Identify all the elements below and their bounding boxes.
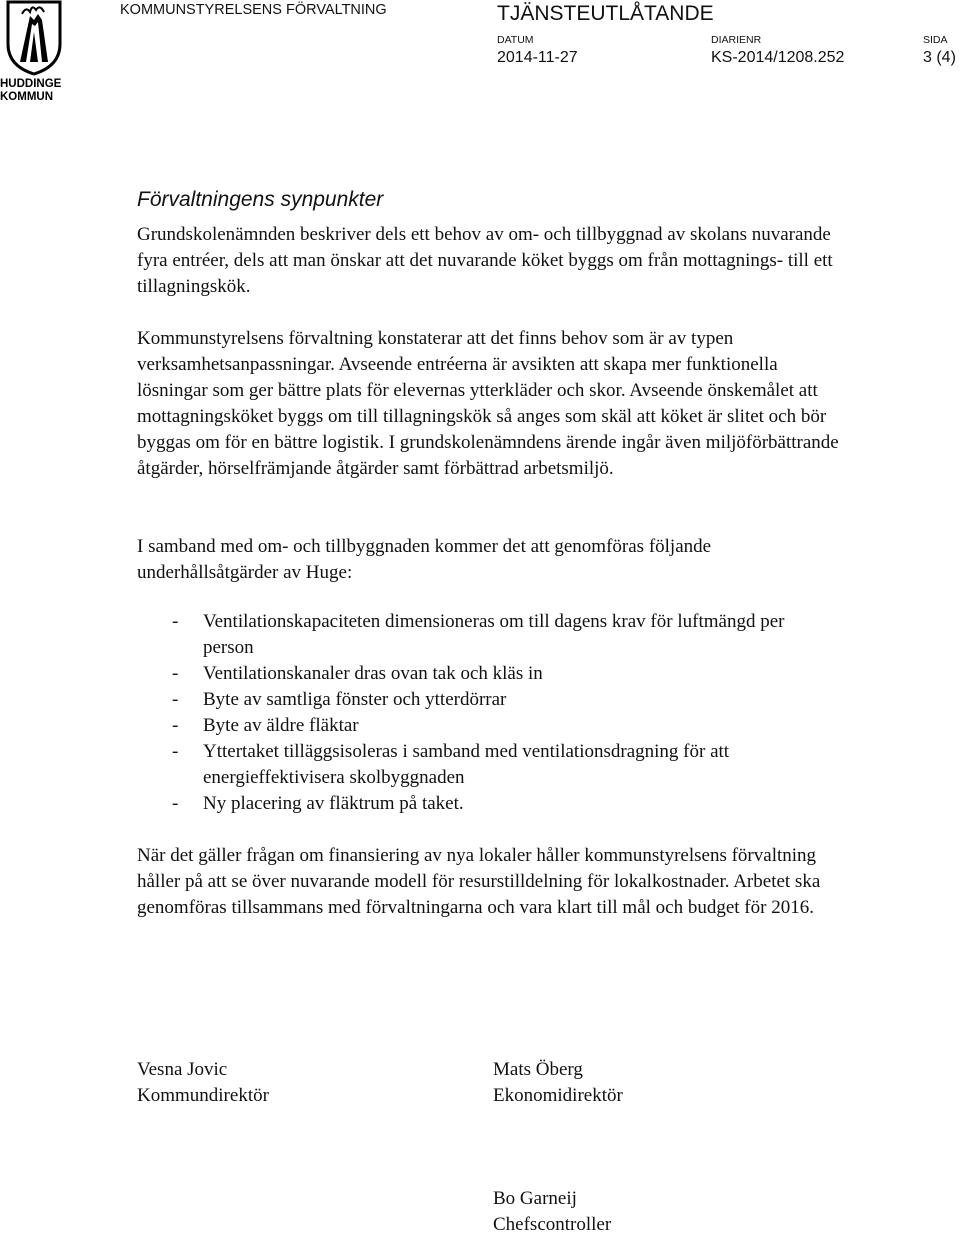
list-dash: - (172, 741, 179, 762)
paragraph-1: Grundskolenämnden beskriver dels ett behov av om- och tillbyggnad av skolans nuvarande fyra entréer, dels att man önskar att det nuvarande köket byggs om från mottagnings- till ett tillagningskök. (137, 224, 833, 297)
signatory-name: Bo Garneij (493, 1188, 577, 1209)
signatory-name: Vesna Jovic (137, 1059, 228, 1080)
coat-of-arms-icon (4, 0, 64, 76)
list-item (137, 609, 837, 661)
list-item (137, 791, 837, 817)
registration-label: DIARIENR (711, 34, 762, 46)
list-item-text: Yttertaket tilläggsisoleras i samband med ventilationsdragning för att energieffektivisera skolbyggnaden (203, 741, 730, 788)
page-label: SIDA (923, 34, 948, 46)
signature-block-1 (137, 1057, 269, 1109)
signature-block-2 (493, 1057, 623, 1109)
list-item-text: Byte av äldre fläktar (203, 715, 359, 736)
logo-line-2: KOMMUN (0, 91, 54, 103)
list-item (137, 687, 837, 713)
list-item (137, 713, 837, 739)
signatory-name: Mats Öberg (493, 1059, 583, 1080)
list-dash: - (172, 611, 179, 632)
list-item-text: Ventilationskapaciteten dimensioneras om till dagens krav för luftmängd per person (203, 611, 785, 658)
paragraph-4: När det gäller frågan om finansiering av nya lokaler håller kommunstyrelsens förvaltning håller på att se över nuvarande modell för resurstilldelning för lokalkostnader. Arbetet ska genomföras tillsammans med förvaltningarna och vara klart till mål och budget för 2016. (137, 845, 821, 918)
list-item-text: Byte av samtliga fönster och ytterdörrar (203, 689, 507, 710)
signatory-title: Chefscontroller (493, 1214, 612, 1235)
list-item-text: Ny placering av fläktrum på taket. (203, 793, 464, 814)
municipality-logo (0, 0, 70, 108)
page-number: 3 (4) (923, 49, 956, 66)
list-item (137, 661, 837, 687)
list-item-text: Ventilationskanaler dras ovan tak och kläs in (203, 663, 543, 684)
signature-block-3 (493, 1186, 611, 1238)
signatory-title: Ekonomidirektör (493, 1085, 623, 1106)
paragraph-3: I samband med om- och tillbyggnaden kommer det att genomföras följande underhållsåtgärder av Huge: (137, 536, 712, 583)
list-dash: - (172, 663, 179, 684)
list-dash: - (172, 715, 179, 736)
list-dash: - (172, 793, 179, 814)
document-type: TJÄNSTEUTLÅTANDE (497, 2, 714, 25)
section-title: Förvaltningens synpunkter (137, 188, 384, 211)
list-dash: - (172, 689, 179, 710)
date-label: DATUM (497, 34, 534, 46)
maintenance-measures-list (137, 609, 837, 817)
organization-name: KOMMUNSTYRELSENS FÖRVALTNING (120, 2, 387, 18)
registration-number: KS-2014/1208.252 (711, 49, 845, 66)
list-item (137, 739, 837, 791)
document-date: 2014-11-27 (497, 49, 578, 66)
paragraph-2: Kommunstyrelsens förvaltning konstaterar att det finns behov som är av typen verksamhetsanpassningar. Avseende entréerna är avsikten att skapa mer funktionella lösningar som ger bättre plats för elevernas ytterkläder och skor. Avseende önskemålet att mottagningsköket byggs om till tillagningskök så anges som skäl att köket är slitet och bör byggas om för en bättre logistik. I grundskolenämndens ärende ingår även miljöförbättrande åtgärder, hörselfrämjande åtgärder samt förbättrad arbetsmiljö. (137, 328, 839, 479)
signatory-title: Kommundirektör (137, 1085, 269, 1106)
logo-line-1: HUDDINGE (0, 78, 62, 90)
